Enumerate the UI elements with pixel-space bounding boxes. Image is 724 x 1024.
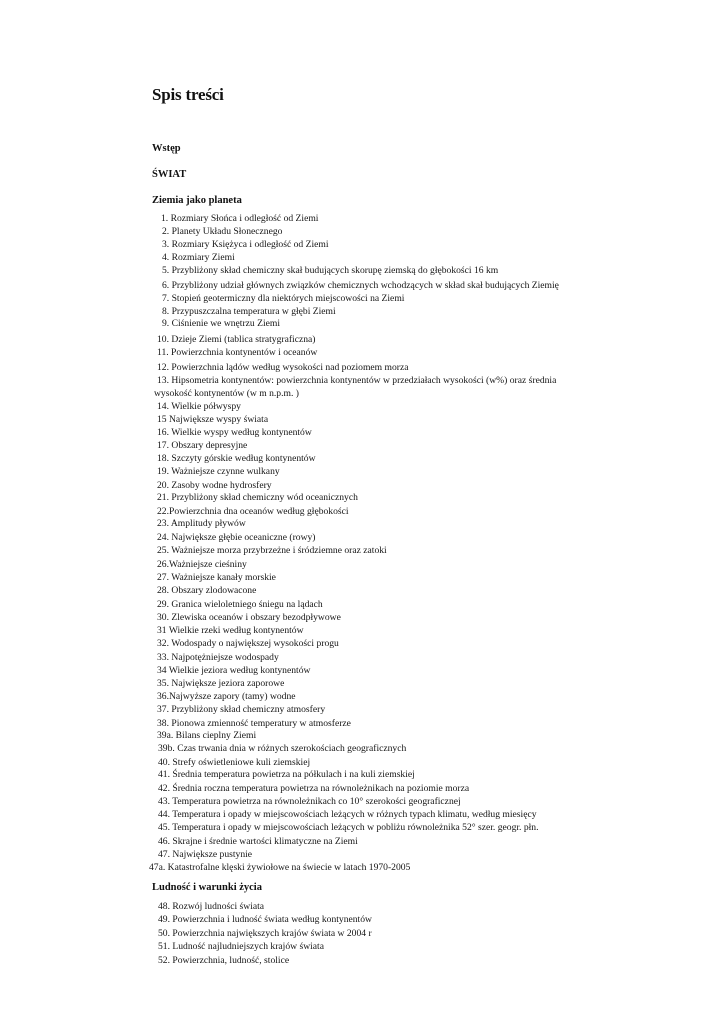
toc-item: 12. Powierzchnia lądów według wysokości nad poziomem morza (157, 362, 409, 373)
toc-item: 39a. Bilans cieplny Ziemi (157, 730, 257, 741)
toc-item: 1. Rozmiary Słońca i odległość od Ziemi (161, 213, 319, 224)
toc-item: 35. Największe jeziora zaporowe (157, 678, 285, 689)
toc-item: 37. Przybliżony skład chemiczny atmosfery (157, 704, 326, 715)
toc-item: 52. Powierzchnia, ludność, stolice (158, 955, 290, 966)
toc-item: 27. Ważniejsze kanały morskie (157, 572, 276, 583)
toc-item: 46. Skrajne i średnie wartości klimatyczne na Ziemi (158, 836, 358, 847)
toc-item: 14. Wielkie półwyspy (157, 401, 241, 412)
toc-item: 32. Wodospady o największej wysokości progu (157, 638, 339, 649)
toc-item: 21. Przybliżony skład chemiczny wód oceanicznych (157, 492, 358, 503)
toc-item: 5. Przybliżony skład chemiczny skał budujących skorupę ziemską do głębokości 16 km (162, 265, 499, 276)
page-title: Spis treści (152, 85, 224, 104)
toc-item: 23. Amplitudy pływów (157, 518, 246, 529)
section-heading-intro: Wstęp (152, 143, 181, 154)
toc-item: 24. Największe głębie oceaniczne (rowy) (157, 532, 316, 543)
toc-item: 6. Przybliżony udział głównych związków chemicznych wchodzących w skład skał budujących Ziemię (162, 280, 559, 291)
toc-item: 22.Powierzchnia dna oceanów według głębokości (157, 506, 349, 517)
section-heading-world: ŚWIAT (152, 169, 187, 180)
toc-item: 17. Obszary depresyjne (157, 440, 248, 451)
toc-item: 44. Temperatura i opady w miejscowościach leżących w różnych typach klimatu, według miesięcy (158, 809, 537, 820)
toc-item: 47a. Katastrofalne klęski żywiołowe na świecie w latach 1970-2005 (149, 862, 411, 873)
toc-item: 33. Najpotężniejsze wodospady (157, 652, 279, 663)
toc-item: 13. Hipsometria kontynentów: powierzchnia kontynentów w przedziałach wysokości (w%) oraz średnia (157, 375, 557, 386)
section-heading-earth-planet: Ziemia jako planeta (152, 195, 242, 206)
toc-item: 25. Ważniejsze morza przybrzeżne i śródziemne oraz zatoki (157, 545, 387, 556)
toc-item: 51. Ludność najludniejszych krajów świata (158, 941, 324, 952)
toc-item: 40. Strefy oświetleniowe kuli ziemskiej (158, 757, 311, 768)
toc-item: 49. Powierzchnia i ludność świata według kontynentów (158, 914, 372, 925)
toc-item: 36.Najwyższe zapory (tamy) wodne (157, 691, 296, 702)
toc-item: wysokość kontynentów (w m n.p.m. ) (154, 388, 299, 399)
toc-item: 29. Granica wieloletniego śniegu na lądach (157, 599, 323, 610)
toc-item: 16. Wielkie wyspy według kontynentów (157, 427, 312, 438)
toc-item: 45. Temperatura i opady w miejscowościach leżących w pobliżu równoleżnika 52° szer. geogr. płn. (158, 822, 539, 833)
toc-item: 41. Średnia temperatura powietrza na półkulach i na kuli ziemskiej (158, 769, 415, 780)
toc-item: 15 Największe wyspy świata (157, 414, 269, 425)
toc-item: 30. Zlewiska oceanów i obszary bezodpływowe (157, 612, 341, 623)
toc-item: 48. Rozwój ludności świata (158, 901, 265, 912)
toc-item: 7. Stopień geotermiczny dla niektórych miejscowości na Ziemi (162, 293, 405, 304)
toc-item: 28. Obszary zlodowacone (157, 585, 257, 596)
toc-item: 34 Wielkie jeziora według kontynentów (157, 665, 311, 676)
toc-item: 8. Przypuszczalna temperatura w głębi Ziemi (162, 306, 336, 317)
toc-item: 11. Powierzchnia kontynentów i oceanów (157, 347, 318, 358)
section-heading-population: Ludność i warunki życia (152, 882, 262, 893)
toc-item: 38. Pionowa zmienność temperatury w atmosferze (157, 718, 351, 729)
toc-item: 47. Największe pustynie (158, 849, 253, 860)
toc-item: 43. Temperatura powietrza na równoleżnikach co 10° szerokości geograficznej (158, 796, 461, 807)
toc-item: 9. Ciśnienie we wnętrzu Ziemi (162, 318, 281, 329)
toc-item: 4. Rozmiary Ziemi (162, 252, 235, 263)
toc-item: 3. Rozmiary Księżyca i odległość od Ziemi (162, 239, 329, 250)
toc-item: 20. Zasoby wodne hydrosfery (157, 480, 272, 491)
toc-item: 50. Powierzchnia największych krajów świata w 2004 r (158, 928, 372, 939)
toc-item: 18. Szczyty górskie według kontynentów (157, 453, 316, 464)
toc-item: 42. Średnia roczna temperatura powietrza na równoleżnikach na poziomie morza (158, 783, 470, 794)
toc-item: 2. Planety Układu Słonecznego (162, 226, 283, 237)
toc-item: 19. Ważniejsze czynne wulkany (157, 466, 280, 477)
toc-item: 10. Dzieje Ziemi (tablica stratygraficzna) (157, 334, 316, 345)
toc-item: 31 Wielkie rzeki według kontynentów (157, 625, 304, 636)
toc-item: 39b. Czas trwania dnia w różnych szerokościach geograficznych (158, 743, 407, 754)
toc-item: 26.Ważniejsze cieśniny (157, 559, 247, 570)
